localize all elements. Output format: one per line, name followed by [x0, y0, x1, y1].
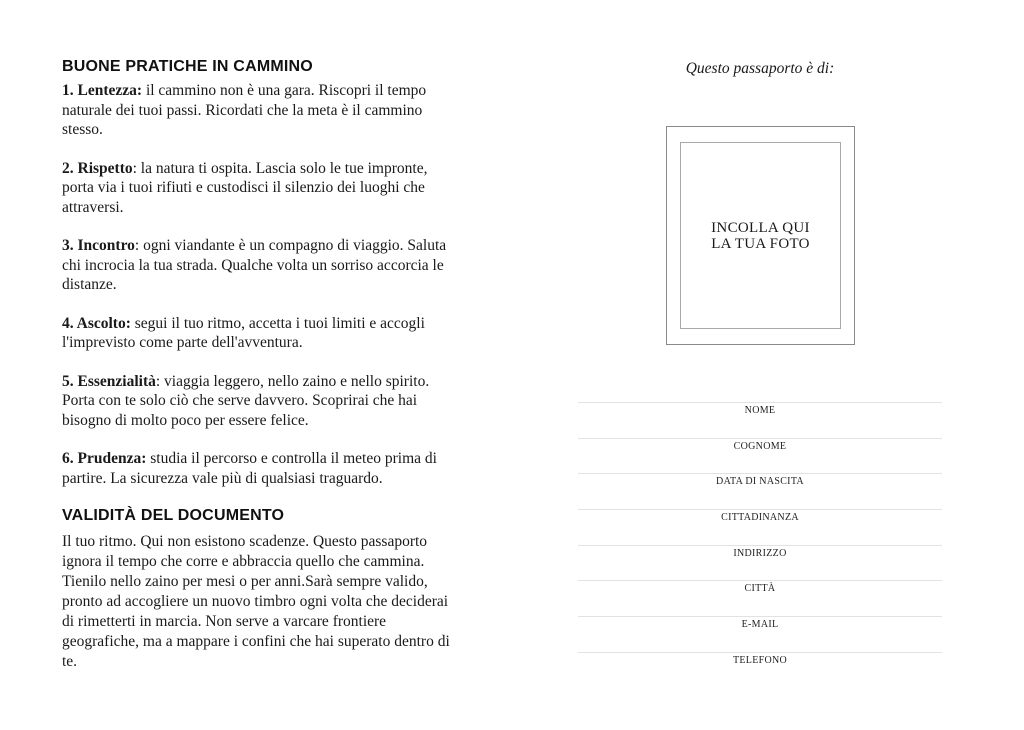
photo-instruction-line1: INCOLLA QUI — [711, 219, 810, 236]
field-telefono: TELEFONO — [578, 652, 942, 688]
practice-item — [62, 81, 462, 140]
practice-text: : la natura ti ospita. Lascia solo le tue impronte, porta via i tuoi rifiuti e custodisci il silenzio dei luoghi che attraversi. — [62, 159, 428, 216]
practice-item — [62, 159, 462, 218]
photo-placeholder — [680, 142, 841, 329]
practices-heading: BUONE PRATICHE IN CAMMINO — [62, 58, 313, 75]
field-nome: NOME — [578, 402, 942, 438]
validity-heading: VALIDITÀ DEL DOCUMENTO — [62, 507, 285, 524]
practice-title: 5. Essenzialità — [62, 372, 156, 390]
practice-item — [62, 372, 462, 431]
field-cognome: COGNOME — [578, 438, 942, 474]
practice-text: il cammino non è una gara. Riscopri il tempo naturale dei tuoi passi. Ricordati che la meta è il cammino stesso. — [62, 82, 427, 138]
practice-title: 1. Lentezza: — [62, 82, 143, 99]
practice-item — [62, 449, 462, 488]
practice-item — [62, 236, 462, 295]
owner-fields — [578, 402, 942, 688]
field-citta: CITTÀ — [578, 580, 942, 616]
practice-text: segui il tuo ritmo, accetta i tuoi limiti e accogli l'imprevisto come parte dell'avventura. — [62, 314, 425, 351]
practice-title: 6. Prudenza: — [62, 450, 147, 467]
field-indirizzo: INDIRIZZO — [578, 545, 942, 581]
field-data-di-nascita: DATA DI NASCITA — [578, 473, 942, 509]
left-page — [62, 58, 462, 672]
validity-text: Il tuo ritmo. Qui non esistono scadenze. Questo passaporto ignora il tempo che corre e abbraccia quello che cammina. Tienilo nello zaino per mesi o per anni.Sarà sempre valido, pronto ad accogliere un nuovo timbro ogni volta che deciderai di rimetterti in marcia. Non serve a varcare frontiere geografiche, ma a mappare i confini che hai superato dentro di te. — [62, 533, 450, 670]
practice-title: 2. Rispetto — [62, 159, 133, 177]
owner-label: Questo passaporto è di: — [685, 60, 835, 77]
field-email: E-MAIL — [578, 616, 942, 652]
photo-instruction-line2: LA TUA FOTO — [711, 235, 810, 252]
practice-text: : ogni viandante è un compagno di viaggio. Saluta chi incrocia la tua strada. Qualche volta un sorriso accorcia le distanze. — [62, 237, 447, 293]
practice-title: 3. Incontro — [62, 237, 135, 254]
field-cittadinanza: CITTADINANZA — [578, 509, 942, 545]
practice-text: studia il percorso e controlla il meteo prima di partire. La sicurezza vale più di qualsiasi traguardo. — [62, 450, 437, 487]
photo-frame — [666, 126, 855, 345]
practice-item — [62, 314, 462, 353]
practice-title: 4. Ascolto: — [62, 314, 131, 332]
practices-list — [62, 81, 462, 488]
practice-text: : viaggia leggero, nello zaino e nello spirito. Porta con te solo ciò che serve davvero. Scoprirai che hai bisogno di molto poco per essere felice. — [62, 372, 430, 429]
right-page — [578, 0, 942, 730]
